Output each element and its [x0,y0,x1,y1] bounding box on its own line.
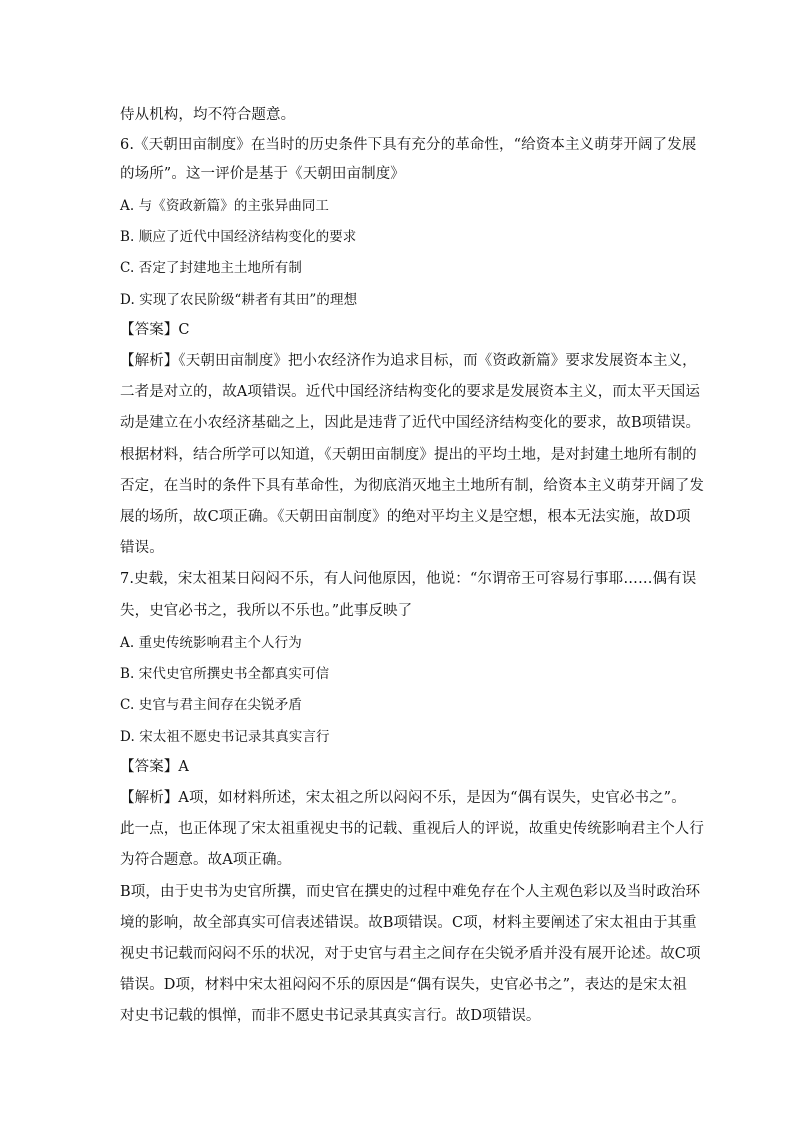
q6-option-d: D. 实现了农民阶级“耕者有其田”的理想 [120,292,358,308]
q7-analysis-line-1: 【解析】A项，如材料所述，宋太祖之所以闷闷不乐，是因为“偶有误失，史官必书之”。 [120,790,686,806]
q7-stem-line-1: 7.史载，宋太祖某日闷闷不乐，有人问他原因，他说：“尔谓帝王可容易行事耶……偶有误 [120,571,697,587]
q7-analysis-line-6: 视史书记载而闷闷不乐的状况，对于史官与君主之间存在尖锐矛盾并没有展开论述。故C项 [120,946,701,962]
q6-analysis-line-6: 展的场所，故C项正确。《天朝田亩制度》的绝对平均主义是空想，根本无法实施，故D项 [120,509,691,525]
q7-analysis-line-7: 错误。D项，材料中宋太祖闷闷不乐的原因是“偶有误失，史官必书之”，表达的是宋太祖 [120,977,687,993]
q6-analysis-line-1: 【解析】《天朝田亩制度》把小农经济作为追求目标，而《资政新篇》要求发展资本主义， [120,353,697,369]
q7-stem-line-2: 失，史官必书之，我所以不乐也。”此事反映了 [120,603,413,619]
q6-answer: 【答案】C [120,322,190,338]
q6-option-c: C. 否定了封建地主土地所有制 [120,260,302,276]
q7-option-b: B. 宋代史官所撰史书全都真实可信 [120,666,330,682]
q6-analysis-line-3: 动是建立在小农经济基础之上，因此是违背了近代中国经济结构变化的要求，故B项错误。 [120,415,701,431]
q7-option-c: C. 史官与君主间存在尖锐矛盾 [120,697,302,713]
q6-analysis-line-5: 否定，在当时的条件下具有革命性，为彻底消灭地主土地所有制，给资本主义萌芽开阔了发 [120,478,704,494]
q7-analysis-line-2: 此一点，也正体现了宋太祖重视史书的记载、重视后人的评说，故重史传统影响君主个人行 [120,821,704,837]
q7-answer: 【答案】A [120,759,189,775]
continuation-line: 侍从机构，均不符合题意。 [120,107,296,123]
q6-option-b: B. 顺应了近代中国经济结构变化的要求 [120,229,357,245]
q7-analysis-line-5: 境的影响，故全部真实可信表述错误。故B项错误。C项，材料主要阐述了宋太祖由于其重 [120,915,697,931]
q6-option-a: A. 与《资政新篇》的主张异曲同工 [120,198,330,214]
q6-analysis-line-7: 错误。 [120,540,164,556]
q6-analysis-line-2: 二者是对立的，故A项错误。近代中国经济结构变化的要求是发展资本主义，而太平天国运 [120,384,700,400]
q7-option-d: D. 宋太祖不愿史书记录其真实言行 [120,729,330,745]
q6-stem-line-2: 的场所”。这一评价是基于《天朝田亩制度》 [120,166,405,182]
q6-stem-line-1: 6.《天朝田亩制度》在当时的历史条件下具有充分的革命性，“给资本主义萌芽开阔了发展 [120,137,697,153]
q7-analysis-line-3: 为符合题意。故A项正确。 [120,852,292,868]
q7-analysis-line-4: B项，由于史书为史官所撰，而史官在撰史的过程中难免存在个人主观色彩以及当时政治环 [120,884,701,900]
q7-option-a: A. 重史传统影响君主个人行为 [120,635,302,651]
q7-analysis-line-8: 对史书记载的惧惮，而非不愿史书记录其真实言行。故D项错误。 [120,1008,541,1024]
q6-analysis-line-4: 根据材料，结合所学可以知道，《天朝田亩制度》提出的平均土地，是对封建土地所有制的 [120,447,697,463]
